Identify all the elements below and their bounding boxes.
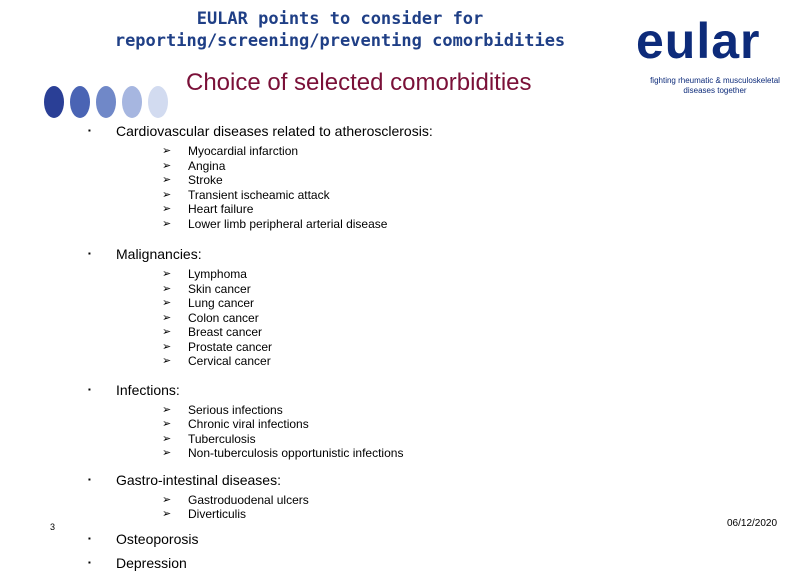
arrow-bullet-icon: ➢ [162, 297, 172, 309]
comorbidity-list [86, 122, 686, 572]
slide-subtitle: Choice of selected comorbidities [186, 69, 532, 96]
list-item-text: Cervical cancer [188, 354, 271, 368]
arrow-bullet-icon: ➢ [162, 188, 172, 201]
arrow-bullet-icon: ➢ [162, 217, 172, 230]
list-item [162, 432, 686, 447]
list-item-text: Prostate cancer [188, 339, 273, 354]
list-item-text: Colon cancer [188, 310, 259, 325]
bullet-icon: ▪ [88, 249, 91, 258]
list-item [162, 403, 686, 418]
section [86, 245, 686, 369]
slide-date: 06/12/2020 [727, 518, 778, 529]
list-item [162, 282, 686, 297]
list-item [162, 217, 686, 232]
list-item-text: Serious infections [188, 402, 283, 417]
decor-dot [44, 86, 64, 118]
list-item-text: Angina [188, 158, 226, 173]
section-label: Infections: [116, 381, 180, 398]
bullet-icon: ▪ [88, 384, 91, 394]
slide-title-line-1: EULAR points to consider for [196, 9, 484, 29]
list-item-text: Lower limb peripheral arterial disease [188, 216, 388, 231]
eular-logo-tagline [640, 76, 790, 96]
arrow-bullet-icon: ➢ [162, 282, 172, 295]
list-item-text: Chronic viral infections [188, 417, 309, 431]
list-item [162, 188, 686, 203]
arrow-bullet-icon: ➢ [162, 508, 172, 520]
list-item-text: Stroke [188, 173, 223, 187]
slide-title [80, 8, 600, 52]
list-item [162, 144, 686, 159]
list-item-text: Lymphoma [188, 267, 247, 281]
list-item [162, 202, 686, 217]
list-item-text: Breast cancer [188, 325, 263, 339]
bullet-icon: ▪ [88, 533, 91, 543]
arrow-bullet-icon: ➢ [162, 355, 172, 367]
arrow-bullet-icon: ➢ [162, 447, 172, 459]
list-item [162, 173, 686, 188]
list-item [162, 507, 686, 522]
list-item [162, 267, 686, 282]
arrow-bullet-icon: ➢ [162, 268, 172, 280]
section [86, 530, 686, 548]
list-item [162, 417, 686, 432]
section-label: Cardiovascular diseases related to atherosclerosis: [116, 123, 433, 139]
list-item-text: Lung cancer [188, 296, 255, 310]
arrow-bullet-icon: ➢ [162, 340, 172, 353]
list-item [162, 340, 686, 355]
list-item [162, 296, 686, 311]
section [86, 381, 686, 461]
list-item [162, 493, 686, 508]
decor-dot [96, 86, 116, 118]
list-item-text: Myocardial infarction [188, 144, 299, 158]
decor-dot [148, 86, 168, 118]
section-label: Malignancies: [116, 246, 202, 262]
list-item [162, 159, 686, 174]
sub-item-list [162, 493, 686, 522]
list-item-text: Diverticulis [188, 507, 247, 521]
arrow-bullet-icon: ➢ [162, 326, 172, 338]
sub-item-list [162, 144, 686, 231]
section [86, 554, 686, 572]
bullet-icon: ▪ [88, 126, 91, 135]
list-item [162, 325, 686, 340]
slide-title-line-2: reporting/screening/preventing comorbidities [114, 31, 566, 51]
list-item-text: Transient ischeamic attack [188, 187, 330, 202]
arrow-bullet-icon: ➢ [162, 493, 172, 506]
section-label: Depression [116, 554, 187, 571]
page-number: 3 [50, 522, 56, 532]
arrow-bullet-icon: ➢ [162, 203, 172, 215]
arrow-bullet-icon: ➢ [162, 174, 172, 186]
eular-logo-tagline-line-2: diseases together [683, 86, 747, 95]
list-item-text: Skin cancer [188, 281, 251, 296]
bullet-icon: ▪ [88, 557, 91, 567]
list-item-text: Gastroduodenal ulcers [188, 492, 309, 507]
section-label: Gastro-intestinal diseases: [116, 471, 281, 488]
list-item [162, 354, 686, 369]
section-label: Osteoporosis [116, 530, 199, 547]
bullet-icon: ▪ [88, 474, 91, 484]
list-item-text: Heart failure [188, 202, 254, 216]
eular-logo-tagline-line-1: fighting rheumatic & musculoskeletal [650, 76, 780, 85]
sub-item-list [162, 267, 686, 369]
sub-item-list [162, 403, 686, 461]
decor-dot [122, 86, 142, 118]
eular-logo-word: eular [636, 13, 761, 69]
list-item [162, 311, 686, 326]
list-item [162, 446, 686, 461]
arrow-bullet-icon: ➢ [162, 145, 172, 157]
arrow-bullet-icon: ➢ [162, 403, 172, 416]
arrow-bullet-icon: ➢ [162, 418, 172, 430]
section [86, 471, 686, 522]
arrow-bullet-icon: ➢ [162, 311, 172, 324]
section [86, 122, 686, 231]
arrow-bullet-icon: ➢ [162, 159, 172, 172]
decor-dot [70, 86, 90, 118]
list-item-text: Tuberculosis [188, 431, 256, 446]
list-item-text: Non-tuberculosis opportunistic infections [188, 446, 404, 460]
arrow-bullet-icon: ➢ [162, 432, 172, 445]
